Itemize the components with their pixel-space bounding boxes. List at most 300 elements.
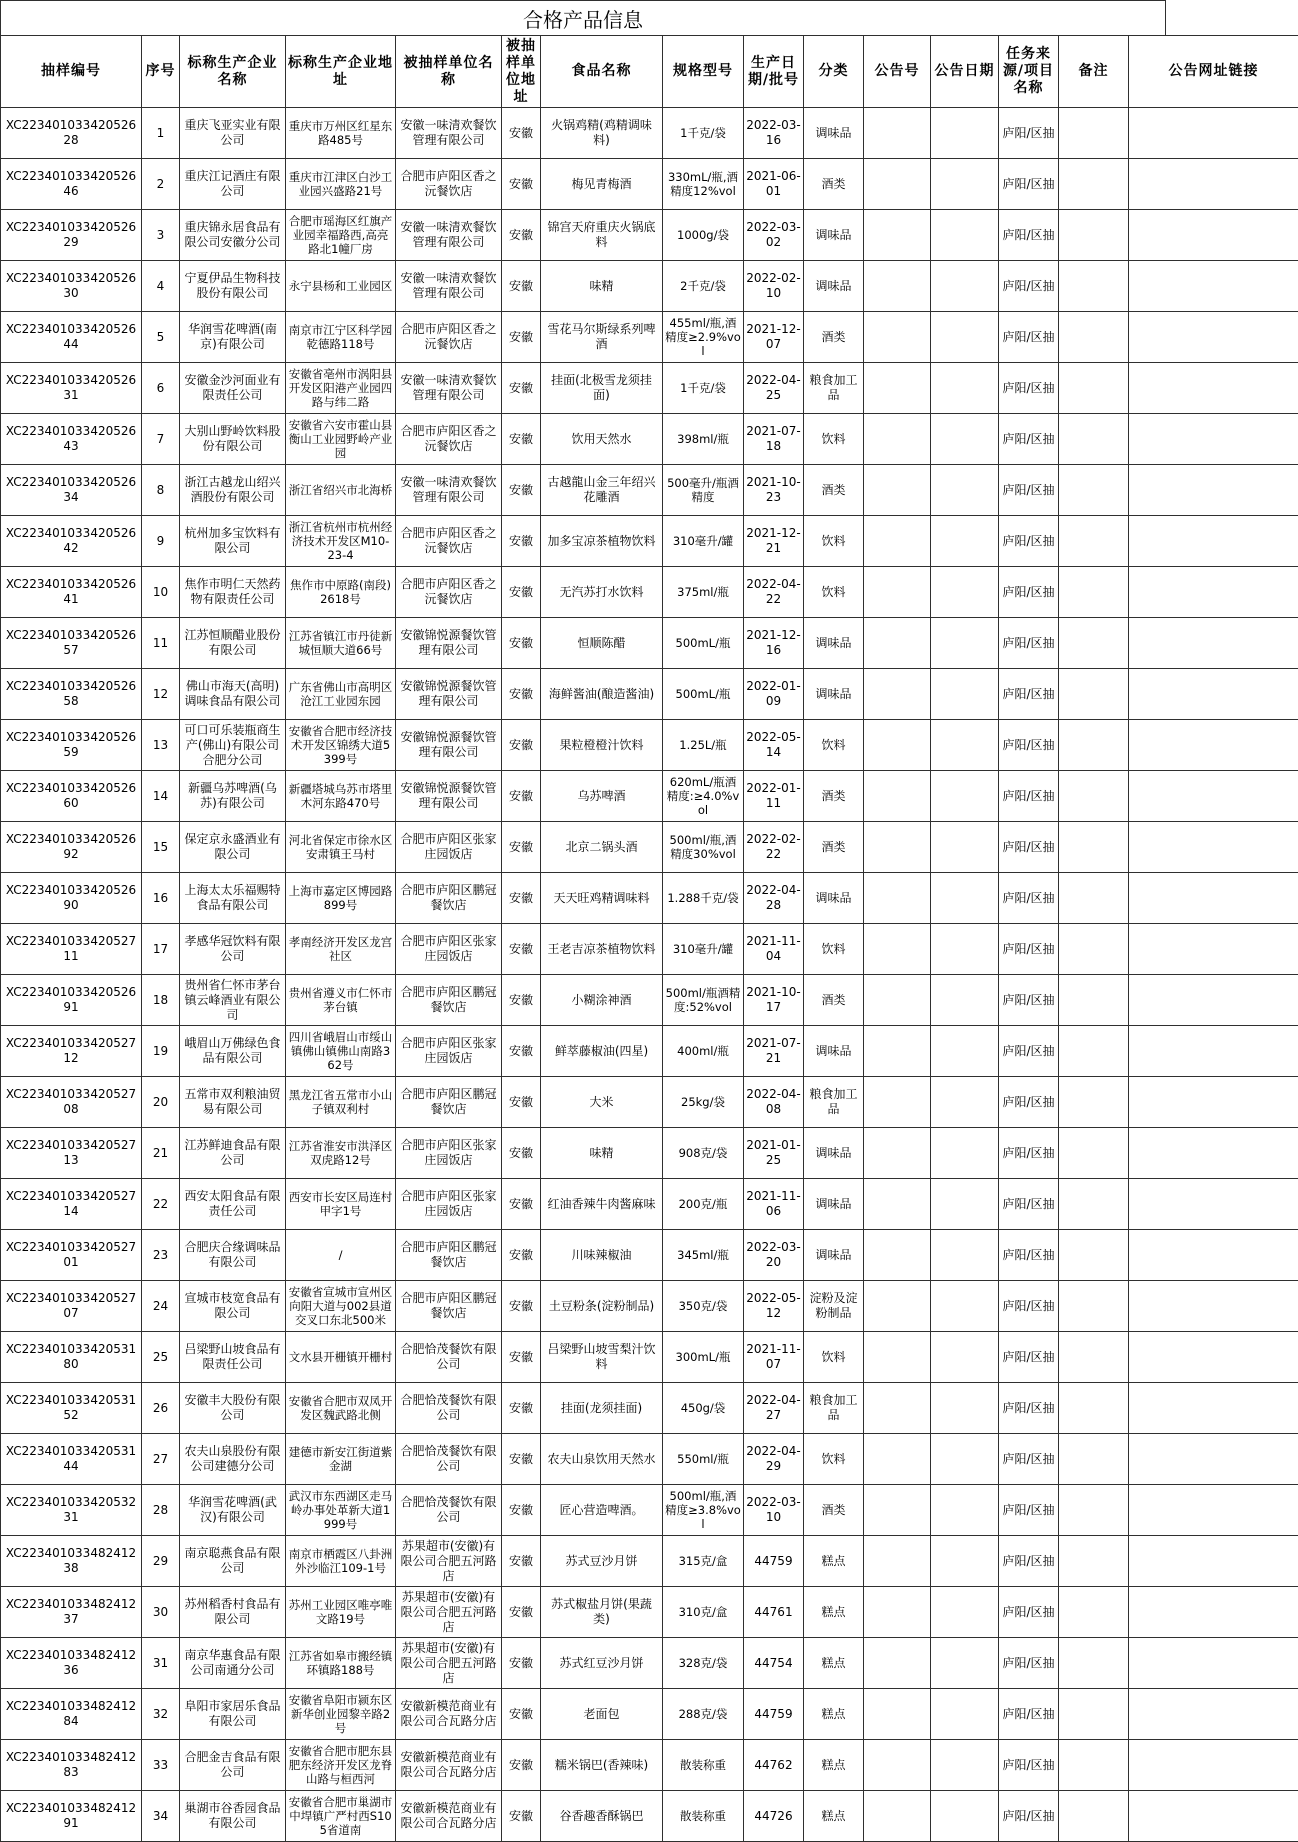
notice-date-cell	[931, 873, 999, 924]
notice-date-cell	[931, 312, 999, 363]
food-name-cell-text: 土豆粉条(淀粉制品)	[543, 1299, 660, 1314]
seq-cell-text: 21	[144, 1146, 177, 1161]
remark-cell	[1059, 1128, 1129, 1179]
sample-no-cell	[1, 1434, 142, 1485]
task-source-cell	[999, 1281, 1059, 1332]
header-seq: 序号	[142, 36, 180, 108]
spec-cell-text: 398ml/瓶	[665, 432, 741, 446]
sampled-unit-cell-text: 合肥市庐阳区鹏冠餐饮店	[398, 883, 499, 913]
spec-cell	[663, 414, 744, 465]
sample-no-cell	[1, 261, 142, 312]
producer-address-cell-text: 黑龙江省五常市小山子镇双利村	[288, 1088, 393, 1116]
producer-name-cell-text: 西安太阳食品有限责任公司	[182, 1189, 283, 1219]
notice-date-cell	[931, 1179, 999, 1230]
spec-cell	[663, 465, 744, 516]
sampled-address-cell-text: 安徽	[504, 1503, 538, 1518]
category-cell	[804, 669, 864, 720]
notice-date-cell	[931, 159, 999, 210]
production-date-cell-text: 2022-02-22	[746, 832, 801, 862]
spec-cell-text: 散装称重	[665, 1809, 741, 1823]
table-row	[1, 618, 1298, 669]
production-date-cell-text: 2022-03-02	[746, 220, 801, 250]
category-cell-text: 糕点	[806, 1554, 861, 1569]
seq-cell-text: 3	[144, 228, 177, 243]
production-date-cell-text: 2022-04-25	[746, 373, 801, 403]
food-name-cell	[541, 924, 663, 975]
spec-cell-text: 500ml/瓶,酒精度30%vol	[665, 833, 741, 861]
seq-cell-text: 1	[144, 126, 177, 141]
sampled-unit-cell	[396, 1791, 502, 1842]
sampled-unit-cell	[396, 159, 502, 210]
producer-name-cell	[180, 1230, 286, 1281]
spec-cell	[663, 210, 744, 261]
producer-address-cell	[286, 1485, 396, 1536]
producer-name-cell	[180, 210, 286, 261]
sampled-address-cell-text: 安徽	[504, 228, 538, 243]
category-cell-text: 调味品	[806, 1044, 861, 1059]
production-date-cell	[744, 720, 804, 771]
category-cell	[804, 108, 864, 159]
producer-name-cell-text: 宁夏伊品生物科技股份有限公司	[182, 271, 283, 301]
production-date-cell	[744, 1689, 804, 1740]
task-source-cell-text: 庐阳/区抽	[1001, 993, 1056, 1008]
sample-no-cell	[1, 1587, 142, 1638]
food-name-cell	[541, 1740, 663, 1791]
notice-date-cell	[931, 618, 999, 669]
notice-url-cell	[1129, 210, 1298, 261]
producer-address-cell	[286, 516, 396, 567]
sampled-unit-cell-text: 合肥恰茂餐饮有限公司	[398, 1495, 499, 1525]
spec-cell	[663, 1587, 744, 1638]
producer-name-cell-text: 贵州省仁怀市茅台镇云峰酒业有限公司	[182, 978, 283, 1023]
food-name-cell	[541, 210, 663, 261]
sampled-unit-cell-text: 合肥恰茂餐饮有限公司	[398, 1342, 499, 1372]
sampled-address-cell	[502, 1638, 541, 1689]
table-row	[1, 1179, 1298, 1230]
category-cell-text: 淀粉及淀粉制品	[806, 1291, 861, 1321]
seq-cell-text: 4	[144, 279, 177, 294]
task-source-cell-text: 庐阳/区抽	[1001, 891, 1056, 906]
food-name-cell-text: 挂面(北极雪龙须挂面)	[543, 373, 660, 403]
sampled-address-cell-text: 安徽	[504, 126, 538, 141]
notice-date-cell	[931, 1485, 999, 1536]
spec-cell-text: 288克/袋	[665, 1707, 741, 1721]
production-date-cell	[744, 1638, 804, 1689]
seq-cell-text: 13	[144, 738, 177, 753]
producer-name-cell-text: 佛山市海天(高明)调味食品有限公司	[182, 679, 283, 709]
table-row	[1, 975, 1298, 1026]
food-name-cell-text: 苏式红豆沙月饼	[543, 1656, 660, 1671]
food-name-cell-text: 小糊涂神酒	[543, 993, 660, 1008]
food-name-cell-text: 挂面(龙须挂面)	[543, 1401, 660, 1416]
seq-cell-text: 9	[144, 534, 177, 549]
spec-cell	[663, 822, 744, 873]
sampled-address-cell	[502, 516, 541, 567]
seq-cell	[142, 720, 180, 771]
header-category: 分类	[804, 36, 864, 108]
food-name-cell	[541, 1230, 663, 1281]
spec-cell-text: 310毫升/罐	[665, 942, 741, 956]
sampled-address-cell-text: 安徽	[504, 483, 538, 498]
producer-address-cell-text: 南京市栖霞区八卦洲外沙临江109-1号	[288, 1547, 393, 1575]
sample-no-cell-text: XC22340103342052660	[3, 781, 139, 811]
task-source-cell-text: 庐阳/区抽	[1001, 1146, 1056, 1161]
sampled-unit-cell	[396, 822, 502, 873]
seq-cell-text: 34	[144, 1809, 177, 1824]
sampled-unit-cell-text: 合肥市庐阳区香之沅餐饮店	[398, 169, 499, 199]
producer-address-cell	[286, 975, 396, 1026]
sample-no-cell	[1, 1638, 142, 1689]
seq-cell	[142, 1434, 180, 1485]
category-cell	[804, 1638, 864, 1689]
table-row	[1, 1281, 1298, 1332]
remark-cell	[1059, 210, 1129, 261]
notice-no-cell	[864, 1740, 931, 1791]
spec-cell	[663, 159, 744, 210]
producer-address-cell-text: 南京市江宁区科学园乾德路118号	[288, 323, 393, 351]
task-source-cell	[999, 1740, 1059, 1791]
category-cell	[804, 1740, 864, 1791]
category-cell	[804, 363, 864, 414]
task-source-cell	[999, 720, 1059, 771]
category-cell-text: 酒类	[806, 789, 861, 804]
spec-cell	[663, 1434, 744, 1485]
spec-cell	[663, 363, 744, 414]
remark-cell	[1059, 975, 1129, 1026]
sampled-unit-cell-text: 安徽一味清欢餐饮管理有限公司	[398, 118, 499, 148]
sampled-unit-cell	[396, 924, 502, 975]
producer-name-cell-text: 南京华惠食品有限公司南通分公司	[182, 1648, 283, 1678]
producer-address-cell	[286, 1230, 396, 1281]
task-source-cell-text: 庐阳/区抽	[1001, 1452, 1056, 1467]
seq-cell	[142, 1587, 180, 1638]
producer-name-cell-text: 合肥金吉食品有限公司	[182, 1750, 283, 1780]
food-name-cell	[541, 1077, 663, 1128]
producer-address-cell	[286, 1434, 396, 1485]
notice-no-cell	[864, 1332, 931, 1383]
notice-no-cell	[864, 1791, 931, 1842]
food-name-cell	[541, 516, 663, 567]
sampled-unit-cell-text: 安徽锦悦源餐饮管理有限公司	[398, 781, 499, 811]
notice-no-cell	[864, 363, 931, 414]
food-name-cell	[541, 822, 663, 873]
production-date-cell	[744, 465, 804, 516]
sampled-unit-cell	[396, 567, 502, 618]
sample-no-cell	[1, 1179, 142, 1230]
header-sample-no: 抽样编号	[1, 36, 142, 108]
sample-no-cell-text: XC22340103342052631	[3, 373, 139, 403]
notice-date-cell	[931, 516, 999, 567]
producer-address-cell-text: 广东省佛山市高明区沧江工业园东园	[288, 680, 393, 708]
producer-address-cell	[286, 465, 396, 516]
seq-cell	[142, 1485, 180, 1536]
food-name-cell-text: 农夫山泉饮用天然水	[543, 1452, 660, 1467]
remark-cell	[1059, 108, 1129, 159]
production-date-cell-text: 44754	[746, 1656, 801, 1671]
sampled-address-cell-text: 安徽	[504, 738, 538, 753]
production-date-cell-text: 2021-07-18	[746, 424, 801, 454]
producer-address-cell	[286, 210, 396, 261]
producer-name-cell-text: 新疆乌苏啤酒(乌苏)有限公司	[182, 781, 283, 811]
spec-cell	[663, 618, 744, 669]
food-name-cell-text: 谷香趣香酥锅巴	[543, 1809, 660, 1824]
production-date-cell	[744, 1230, 804, 1281]
task-source-cell	[999, 1485, 1059, 1536]
sampled-address-cell	[502, 108, 541, 159]
header-row	[1, 36, 1298, 108]
category-cell	[804, 1383, 864, 1434]
table-row	[1, 1026, 1298, 1077]
production-date-cell	[744, 1077, 804, 1128]
spec-cell-text: 1千克/袋	[665, 126, 741, 140]
seq-cell	[142, 567, 180, 618]
seq-cell-text: 22	[144, 1197, 177, 1212]
task-source-cell-text: 庐阳/区抽	[1001, 1197, 1056, 1212]
producer-address-cell-text: 苏州工业园区唯亭唯文路19号	[288, 1598, 393, 1626]
category-cell	[804, 924, 864, 975]
sampled-unit-cell	[396, 1128, 502, 1179]
sample-no-cell-text: XC22340103342053231	[3, 1495, 139, 1525]
sampled-address-cell-text: 安徽	[504, 279, 538, 294]
food-name-cell-text: 梅见青梅酒	[543, 177, 660, 192]
sampled-unit-cell	[396, 108, 502, 159]
producer-name-cell-text: 安徽丰大股份有限公司	[182, 1393, 283, 1423]
producer-name-cell	[180, 1485, 286, 1536]
sample-no-cell	[1, 363, 142, 414]
sample-no-cell	[1, 873, 142, 924]
notice-date-cell	[931, 720, 999, 771]
sampled-address-cell-text: 安徽	[504, 1197, 538, 1212]
spec-cell-text: 300mL/瓶	[665, 1350, 741, 1364]
production-date-cell-text: 2021-11-04	[746, 934, 801, 964]
sampled-address-cell-text: 安徽	[504, 636, 538, 651]
producer-address-cell-text: 重庆市江津区白沙工业园兴盛路21号	[288, 170, 393, 198]
task-source-cell-text: 庐阳/区抽	[1001, 1758, 1056, 1773]
production-date-cell	[744, 873, 804, 924]
producer-name-cell-text: 可口可乐装瓶商生产(佛山)有限公司合肥分公司	[182, 723, 283, 768]
sampled-unit-cell	[396, 261, 502, 312]
sampled-unit-cell-text: 安徽新模范商业有限公司合瓦路分店	[398, 1699, 499, 1729]
sample-no-cell-text: XC22340103342052628	[3, 118, 139, 148]
sampled-unit-cell-text: 苏果超市(安徽)有限公司合肥五河路店	[398, 1590, 499, 1635]
remark-cell	[1059, 669, 1129, 720]
producer-name-cell-text: 重庆飞亚实业有限公司	[182, 118, 283, 148]
category-cell	[804, 1485, 864, 1536]
seq-cell-text: 6	[144, 381, 177, 396]
production-date-cell-text: 2021-12-21	[746, 526, 801, 556]
table-row	[1, 1230, 1298, 1281]
sampled-unit-cell	[396, 975, 502, 1026]
notice-date-cell	[931, 108, 999, 159]
remark-cell	[1059, 414, 1129, 465]
remark-cell	[1059, 1485, 1129, 1536]
seq-cell	[142, 1026, 180, 1077]
notice-no-cell	[864, 312, 931, 363]
producer-address-cell-text: 河北省保定市徐水区安肃镇王马村	[288, 833, 393, 861]
sample-no-cell	[1, 1740, 142, 1791]
notice-url-cell	[1129, 363, 1298, 414]
sampled-address-cell-text: 安徽	[504, 942, 538, 957]
sampled-unit-cell	[396, 1332, 502, 1383]
category-cell	[804, 1791, 864, 1842]
producer-name-cell	[180, 1689, 286, 1740]
spec-cell	[663, 873, 744, 924]
task-source-cell-text: 庐阳/区抽	[1001, 381, 1056, 396]
sampled-unit-cell-text: 合肥市庐阳区张家庄园饭店	[398, 1138, 499, 1168]
notice-url-cell	[1129, 771, 1298, 822]
food-name-cell-text: 老面包	[543, 1707, 660, 1722]
food-name-cell-text: 海鲜酱油(酿造酱油)	[543, 687, 660, 702]
sampled-address-cell	[502, 363, 541, 414]
remark-cell	[1059, 924, 1129, 975]
sample-no-cell-text: XC22340103342052713	[3, 1138, 139, 1168]
spec-cell-text: 500ml/瓶,酒精度≥3.8%vol	[665, 1489, 741, 1531]
seq-cell	[142, 363, 180, 414]
food-name-cell	[541, 1383, 663, 1434]
producer-address-cell-text: 上海市嘉定区博园路899号	[288, 884, 393, 912]
sampled-address-cell-text: 安徽	[504, 687, 538, 702]
producer-address-cell-text: 安徽省宣城市宣州区向阳大道与002县道交叉口东北500米	[288, 1285, 393, 1327]
table-row	[1, 1740, 1298, 1791]
producer-address-cell	[286, 1689, 396, 1740]
spec-cell	[663, 720, 744, 771]
producer-address-cell	[286, 414, 396, 465]
production-date-cell-text: 2021-10-23	[746, 475, 801, 505]
spec-cell-text: 500mL/瓶	[665, 687, 741, 701]
producer-address-cell-text: 安徽省合肥市肥东县肥东经济开发区龙脊山路与桓西河	[288, 1744, 393, 1786]
header-sampled-unit: 被抽样单位名称	[396, 36, 502, 108]
producer-address-cell	[286, 363, 396, 414]
producer-name-cell	[180, 1434, 286, 1485]
producer-address-cell-text: 合肥市瑶海区红旗产业园幸福路西,高亮路北1幢厂房	[288, 214, 393, 256]
task-source-cell	[999, 1434, 1059, 1485]
remark-cell	[1059, 771, 1129, 822]
task-source-cell	[999, 1179, 1059, 1230]
table-row	[1, 516, 1298, 567]
sampled-unit-cell	[396, 1638, 502, 1689]
sampled-unit-cell-text: 合肥市庐阳区鹏冠餐饮店	[398, 1240, 499, 1270]
seq-cell	[142, 1281, 180, 1332]
sample-no-cell	[1, 669, 142, 720]
producer-address-cell-text: /	[288, 1248, 393, 1262]
task-source-cell	[999, 1332, 1059, 1383]
food-name-cell-text: 北京二锅头酒	[543, 840, 660, 855]
producer-name-cell-text: 合肥庆合缘调味品有限公司	[182, 1240, 283, 1270]
production-date-cell	[744, 1485, 804, 1536]
producer-name-cell-text: 江苏鲜迪食品有限公司	[182, 1138, 283, 1168]
seq-cell-text: 27	[144, 1452, 177, 1467]
producer-address-cell	[286, 1536, 396, 1587]
notice-no-cell	[864, 1536, 931, 1587]
notice-no-cell	[864, 771, 931, 822]
production-date-cell	[744, 1281, 804, 1332]
food-name-cell	[541, 414, 663, 465]
task-source-cell	[999, 924, 1059, 975]
sample-no-cell-text: XC22340103342052643	[3, 424, 139, 454]
producer-name-cell	[180, 312, 286, 363]
spec-cell-text: 25kg/袋	[665, 1095, 741, 1109]
category-cell	[804, 159, 864, 210]
category-cell-text: 调味品	[806, 279, 861, 294]
sheet-title: 合格产品信息	[0, 0, 1166, 35]
producer-name-cell	[180, 873, 286, 924]
task-source-cell	[999, 1077, 1059, 1128]
category-cell	[804, 1077, 864, 1128]
spec-cell	[663, 1230, 744, 1281]
producer-address-cell	[286, 1638, 396, 1689]
task-source-cell	[999, 1791, 1059, 1842]
sampled-unit-cell	[396, 1740, 502, 1791]
sampled-address-cell	[502, 618, 541, 669]
food-name-cell	[541, 1026, 663, 1077]
notice-date-cell	[931, 1128, 999, 1179]
category-cell-text: 调味品	[806, 1248, 861, 1263]
task-source-cell-text: 庐阳/区抽	[1001, 687, 1056, 702]
seq-cell-text: 7	[144, 432, 177, 447]
sample-no-cell-text: XC22340103342053180	[3, 1342, 139, 1372]
notice-date-cell	[931, 669, 999, 720]
notice-url-cell	[1129, 618, 1298, 669]
spec-cell-text: 455ml/瓶,酒精度≥2.9%vol	[665, 316, 741, 358]
remark-cell	[1059, 1791, 1129, 1842]
producer-address-cell	[286, 1179, 396, 1230]
food-name-cell-text: 苏式豆沙月饼	[543, 1554, 660, 1569]
notice-url-cell	[1129, 1230, 1298, 1281]
table-row	[1, 924, 1298, 975]
production-date-cell	[744, 210, 804, 261]
task-source-cell	[999, 1536, 1059, 1587]
producer-name-cell-text: 安徽金沙河面业有限责任公司	[182, 373, 283, 403]
sampled-address-cell-text: 安徽	[504, 534, 538, 549]
producer-address-cell	[286, 1383, 396, 1434]
notice-no-cell	[864, 1587, 931, 1638]
notice-url-cell	[1129, 1077, 1298, 1128]
producer-name-cell	[180, 159, 286, 210]
task-source-cell-text: 庐阳/区抽	[1001, 1503, 1056, 1518]
notice-date-cell	[931, 261, 999, 312]
food-name-cell-text: 红油香辣牛肉酱麻味	[543, 1197, 660, 1212]
seq-cell	[142, 771, 180, 822]
category-cell	[804, 1281, 864, 1332]
task-source-cell-text: 庐阳/区抽	[1001, 1299, 1056, 1314]
sampled-address-cell	[502, 822, 541, 873]
seq-cell-text: 10	[144, 585, 177, 600]
producer-name-cell	[180, 1179, 286, 1230]
category-cell	[804, 567, 864, 618]
notice-date-cell	[931, 1026, 999, 1077]
notice-url-cell	[1129, 1740, 1298, 1791]
seq-cell	[142, 1740, 180, 1791]
production-date-cell	[744, 567, 804, 618]
category-cell	[804, 261, 864, 312]
spec-cell	[663, 108, 744, 159]
seq-cell-text: 29	[144, 1554, 177, 1569]
header-spec: 规格型号	[663, 36, 744, 108]
production-date-cell-text: 2022-04-29	[746, 1444, 801, 1474]
remark-cell	[1059, 873, 1129, 924]
production-date-cell-text: 2022-03-16	[746, 118, 801, 148]
table-row	[1, 159, 1298, 210]
seq-cell	[142, 465, 180, 516]
notice-date-cell	[931, 363, 999, 414]
task-source-cell-text: 庐阳/区抽	[1001, 330, 1056, 345]
header-food-name: 食品名称	[541, 36, 663, 108]
seq-cell	[142, 822, 180, 873]
spec-cell	[663, 1128, 744, 1179]
seq-cell-text: 26	[144, 1401, 177, 1416]
spec-cell	[663, 261, 744, 312]
producer-name-cell	[180, 567, 286, 618]
